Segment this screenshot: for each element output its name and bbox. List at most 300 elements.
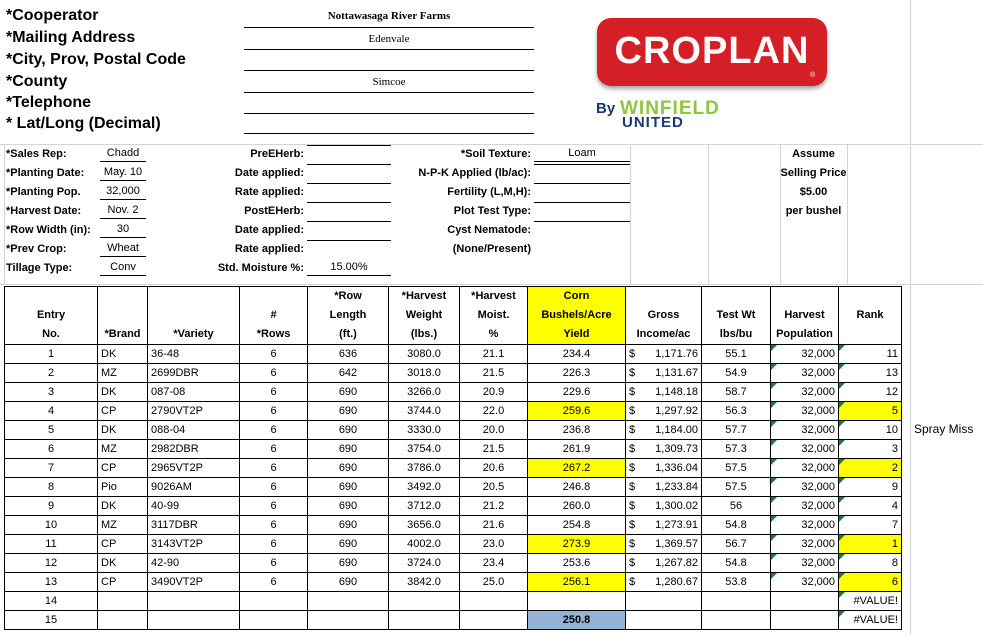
tillage-label: Tillage Type: <box>6 262 73 274</box>
brand-cell[interactable] <box>98 592 148 611</box>
gross-value: 1,131.67 <box>655 367 698 379</box>
pop-cell[interactable] <box>771 611 839 630</box>
currency-symbol: $ <box>629 481 636 493</box>
entry-no-cell[interactable]: 9 <box>5 497 98 516</box>
weight-cell[interactable] <box>389 611 460 630</box>
rows-cell[interactable]: 6 <box>240 516 308 535</box>
length-cell[interactable]: 690 <box>308 383 389 402</box>
logo-united: UNITED <box>622 114 684 131</box>
length-header-3: (ft.) <box>308 325 389 345</box>
rank-cell[interactable]: 2 <box>839 459 902 478</box>
header-row-2 <box>5 306 902 325</box>
variety-cell[interactable]: 36-48 <box>148 345 240 364</box>
gross-value: 1,280.67 <box>655 576 698 588</box>
post-rate-applied-value[interactable] <box>307 240 391 241</box>
yield-cell[interactable]: 234.4 <box>528 345 626 364</box>
variety-cell[interactable]: 2965VT2P <box>148 459 240 478</box>
weight-cell[interactable]: 3330.0 <box>389 421 460 440</box>
gross-value: 1,273.91 <box>655 519 698 531</box>
gross-header-1: Gross <box>626 306 702 325</box>
rank-cell[interactable]: 12 <box>839 383 902 402</box>
brand-cell[interactable] <box>98 611 148 630</box>
entry-no-cell[interactable]: 7 <box>5 459 98 478</box>
soil-texture-label: *Soil Texture: <box>460 148 531 160</box>
variety-cell[interactable]: 088-04 <box>148 421 240 440</box>
length-header-2: Length <box>308 306 389 325</box>
yield-cell[interactable]: 267.2 <box>528 459 626 478</box>
currency-symbol: $ <box>629 348 636 360</box>
weight-cell[interactable]: 3018.0 <box>389 364 460 383</box>
rows-cell[interactable]: 6 <box>240 535 308 554</box>
currency-symbol: $ <box>629 443 636 455</box>
preeherb-label: PreEHerb: <box>250 148 304 160</box>
pop-cell[interactable]: 32,000 <box>771 516 839 535</box>
moist-cell[interactable]: 20.0 <box>460 421 528 440</box>
table-row <box>5 573 902 592</box>
length-cell[interactable]: 636 <box>308 345 389 364</box>
length-cell[interactable]: 690 <box>308 402 389 421</box>
weight-header-1: *Harvest <box>389 287 460 307</box>
mailing-address-value[interactable]: Edenvale <box>368 33 410 45</box>
testwt-cell[interactable]: 57.5 <box>702 459 771 478</box>
rank-cell[interactable]: 4 <box>839 497 902 516</box>
entry-no-cell[interactable]: 2 <box>5 364 98 383</box>
harvest-date-label: *Harvest Date: <box>6 205 82 217</box>
currency-symbol: $ <box>629 424 636 436</box>
planting-pop-label: *Planting Pop. <box>6 186 81 198</box>
length-cell[interactable]: 690 <box>308 421 389 440</box>
testwt-cell[interactable]: 54.9 <box>702 364 771 383</box>
pre-rate-applied-value[interactable] <box>307 183 391 184</box>
rank-cell[interactable]: #VALUE! <box>839 611 902 630</box>
length-cell[interactable]: 690 <box>308 497 389 516</box>
length-cell[interactable]: 642 <box>308 364 389 383</box>
pop-cell[interactable]: 32,000 <box>771 459 839 478</box>
weight-cell[interactable]: 3724.0 <box>389 554 460 573</box>
table-row <box>5 364 902 383</box>
testwt-cell[interactable]: 54.8 <box>702 516 771 535</box>
moist-cell[interactable]: 25.0 <box>460 573 528 592</box>
mailing-line <box>244 49 534 50</box>
variety-cell[interactable]: 42-90 <box>148 554 240 573</box>
weight-cell[interactable]: 3744.0 <box>389 402 460 421</box>
gross-cell[interactable] <box>626 478 702 497</box>
tillage-value[interactable]: Conv <box>100 259 146 276</box>
moist-cell[interactable]: 23.4 <box>460 554 528 573</box>
currency-symbol: $ <box>629 557 636 569</box>
plot-test-label: Plot Test Type: <box>453 205 531 217</box>
variety-cell[interactable]: 9026AM <box>148 478 240 497</box>
variety-cell[interactable]: 087-08 <box>148 383 240 402</box>
county-line <box>244 92 534 93</box>
rank-header: Rank <box>839 306 902 325</box>
pop-header-2: Population <box>771 325 839 345</box>
variety-cell[interactable]: 2982DBR <box>148 440 240 459</box>
gross-cell[interactable] <box>626 345 702 364</box>
length-cell[interactable]: 690 <box>308 554 389 573</box>
weight-cell[interactable]: 3656.0 <box>389 516 460 535</box>
gross-value: 1,171.76 <box>655 348 698 360</box>
moist-cell[interactable]: 21.1 <box>460 345 528 364</box>
weight-cell[interactable]: 3492.0 <box>389 478 460 497</box>
yield-cell[interactable]: 261.9 <box>528 440 626 459</box>
testwt-header-2: lbs/bu <box>702 325 771 345</box>
rank-cell[interactable]: 9 <box>839 478 902 497</box>
testwt-cell[interactable]: 56.7 <box>702 535 771 554</box>
gross-value: 1,369.57 <box>655 538 698 550</box>
yield-cell[interactable]: 273.9 <box>528 535 626 554</box>
length-cell[interactable]: 690 <box>308 516 389 535</box>
post-date-applied-label: Date applied: <box>234 224 304 236</box>
rank-cell[interactable]: 11 <box>839 345 902 364</box>
per-bushel-label: per bushel <box>785 205 842 217</box>
mailing-address-label: *Mailing Address <box>6 29 136 46</box>
prev-crop-label: *Prev Crop: <box>6 243 67 255</box>
testwt-cell[interactable]: 56 <box>702 497 771 516</box>
posteherb-value[interactable] <box>307 202 391 203</box>
entry-no-cell[interactable]: 13 <box>5 573 98 592</box>
rows-cell[interactable]: 6 <box>240 554 308 573</box>
yield-cell[interactable] <box>528 592 626 611</box>
entry-header-1: Entry <box>5 306 98 325</box>
post-rate-applied-label: Rate applied: <box>234 243 304 255</box>
testwt-cell[interactable]: 56.3 <box>702 402 771 421</box>
brand-cell[interactable]: MZ <box>98 516 148 535</box>
weight-cell[interactable]: 3080.0 <box>389 345 460 364</box>
brand-cell[interactable]: CP <box>98 459 148 478</box>
variety-header: *Variety <box>148 325 240 345</box>
pop-cell[interactable]: 32,000 <box>771 535 839 554</box>
soil-texture-value[interactable]: Loam <box>534 145 630 162</box>
length-cell[interactable]: 690 <box>308 478 389 497</box>
weight-cell[interactable]: 3754.0 <box>389 440 460 459</box>
entry-no-cell[interactable]: 4 <box>5 402 98 421</box>
brand-cell[interactable]: MZ <box>98 364 148 383</box>
currency-symbol: $ <box>629 462 636 474</box>
gross-value: 1,267.82 <box>655 557 698 569</box>
cyst-nematode-label: Cyst Nematode: <box>447 224 531 236</box>
testwt-cell[interactable]: 57.7 <box>702 421 771 440</box>
gross-cell[interactable] <box>626 364 702 383</box>
gross-cell[interactable] <box>626 383 702 402</box>
yield-cell[interactable]: 259.6 <box>528 402 626 421</box>
entry-no-cell[interactable]: 1 <box>5 345 98 364</box>
testwt-cell[interactable]: 57.5 <box>702 478 771 497</box>
pop-cell[interactable] <box>771 592 839 611</box>
rows-header-2: *Rows <box>240 325 308 345</box>
gross-value: 1,184.00 <box>655 424 698 436</box>
trial-results-table <box>4 286 902 630</box>
rows-cell[interactable] <box>240 592 308 611</box>
gross-cell[interactable] <box>626 516 702 535</box>
brand-cell[interactable]: DK <box>98 383 148 402</box>
currency-symbol: $ <box>629 367 636 379</box>
row-width-value[interactable]: 30 <box>100 221 146 238</box>
variety-cell[interactable] <box>148 611 240 630</box>
cyst-nematode-value[interactable] <box>534 221 630 222</box>
brand-cell[interactable]: DK <box>98 345 148 364</box>
entry-no-cell[interactable]: 3 <box>5 383 98 402</box>
rows-cell[interactable]: 6 <box>240 383 308 402</box>
weight-cell[interactable]: 3786.0 <box>389 459 460 478</box>
variety-cell[interactable]: 40-99 <box>148 497 240 516</box>
table-row <box>5 535 902 554</box>
weight-header-2: Weight <box>389 306 460 325</box>
length-header-1: *Row <box>308 287 389 307</box>
sales-rep-value[interactable]: Chadd <box>100 145 146 162</box>
currency-symbol: $ <box>629 576 636 588</box>
croplan-logo <box>597 18 827 86</box>
variety-cell[interactable]: 3143VT2P <box>148 535 240 554</box>
gross-value: 1,336.04 <box>655 462 698 474</box>
moist-cell[interactable]: 23.0 <box>460 535 528 554</box>
pop-cell[interactable]: 32,000 <box>771 440 839 459</box>
pop-cell[interactable]: 32,000 <box>771 497 839 516</box>
harvest-date-value[interactable]: Nov. 2 <box>100 202 146 219</box>
table-row <box>5 516 902 535</box>
yield-cell[interactable]: 226.3 <box>528 364 626 383</box>
registered-mark: ® <box>810 72 816 79</box>
brand-cell[interactable]: DK <box>98 421 148 440</box>
entry-no-cell[interactable]: 8 <box>5 478 98 497</box>
gross-cell[interactable] <box>626 421 702 440</box>
rank-cell[interactable]: 5 <box>839 402 902 421</box>
variety-cell[interactable] <box>148 592 240 611</box>
length-cell[interactable] <box>308 611 389 630</box>
gross-header-2: Income/ac <box>626 325 702 345</box>
entry-no-cell[interactable]: 6 <box>5 440 98 459</box>
gross-cell[interactable] <box>626 592 702 611</box>
length-cell[interactable]: 690 <box>308 440 389 459</box>
length-cell[interactable]: 690 <box>308 459 389 478</box>
moist-cell[interactable]: 22.0 <box>460 402 528 421</box>
brand-cell[interactable]: CP <box>98 573 148 592</box>
assume-label: Assume <box>792 148 835 160</box>
planting-date-value[interactable]: May. 10 <box>100 164 146 181</box>
rank-cell[interactable]: 10 <box>839 421 902 440</box>
gross-cell[interactable] <box>626 573 702 592</box>
selling-price-value[interactable]: $5.00 <box>799 186 828 198</box>
pop-cell[interactable]: 32,000 <box>771 364 839 383</box>
yield-cell[interactable]: 250.8 <box>528 611 626 630</box>
weight-cell[interactable]: 3266.0 <box>389 383 460 402</box>
pop-cell[interactable]: 32,000 <box>771 402 839 421</box>
gross-value: 1,297.92 <box>655 405 698 417</box>
gross-cell[interactable] <box>626 497 702 516</box>
telephone-label: *Telephone <box>6 94 92 111</box>
rank-cell[interactable]: 8 <box>839 554 902 573</box>
croplan-wordmark: CROPLAN <box>614 30 810 72</box>
moist-cell[interactable] <box>460 611 528 630</box>
pop-cell[interactable]: 32,000 <box>771 421 839 440</box>
cooperator-label: *Cooperator <box>6 7 99 24</box>
rows-cell[interactable]: 6 <box>240 364 308 383</box>
yield-cell[interactable]: 246.8 <box>528 478 626 497</box>
table-row <box>5 459 902 478</box>
table-row <box>5 383 902 402</box>
length-cell[interactable]: 690 <box>308 573 389 592</box>
variety-cell[interactable]: 3490VT2P <box>148 573 240 592</box>
testwt-cell[interactable]: 53.8 <box>702 573 771 592</box>
gross-cell[interactable] <box>626 554 702 573</box>
rows-cell[interactable]: 6 <box>240 459 308 478</box>
header-row-3 <box>5 325 902 345</box>
variety-cell[interactable]: 2699DBR <box>148 364 240 383</box>
prev-crop-value[interactable]: Wheat <box>100 240 146 257</box>
latlong-label: * Lat/Long (Decimal) <box>6 115 161 132</box>
moist-header-1: *Harvest <box>460 287 528 307</box>
rank-cell[interactable]: 13 <box>839 364 902 383</box>
rows-cell[interactable]: 6 <box>240 345 308 364</box>
rows-cell[interactable]: 6 <box>240 402 308 421</box>
moist-cell[interactable]: 21.5 <box>460 364 528 383</box>
gross-value: 1,148.18 <box>655 386 698 398</box>
yield-header-3: Yield <box>528 325 626 345</box>
fertility-value[interactable] <box>534 183 630 184</box>
pop-cell[interactable]: 32,000 <box>771 554 839 573</box>
county-label: *County <box>6 73 68 90</box>
table-row <box>5 402 902 421</box>
table-row <box>5 440 902 459</box>
entry-no-cell[interactable]: 11 <box>5 535 98 554</box>
pre-rate-applied-label: Rate applied: <box>234 186 304 198</box>
gross-value: 1,233.84 <box>655 481 698 493</box>
brand-header: *Brand <box>98 325 148 345</box>
fertility-label: Fertility (L,M,H): <box>447 186 531 198</box>
latlong-line <box>244 133 534 134</box>
testwt-cell[interactable]: 57.3 <box>702 440 771 459</box>
brand-cell[interactable]: MZ <box>98 440 148 459</box>
yield-cell[interactable]: 253.6 <box>528 554 626 573</box>
brand-cell[interactable]: CP <box>98 535 148 554</box>
logo-by: By <box>596 100 616 117</box>
row-width-label: *Row Width (in): <box>6 224 91 236</box>
yield-header-2: Bushels/Acre <box>528 306 626 325</box>
rows-cell[interactable]: 6 <box>240 573 308 592</box>
brand-cell[interactable]: CP <box>98 402 148 421</box>
weight-header-3: (lbs.) <box>389 325 460 345</box>
gross-value: 1,309.73 <box>655 443 698 455</box>
weight-cell[interactable]: 3842.0 <box>389 573 460 592</box>
brand-cell[interactable]: Pio <box>98 478 148 497</box>
post-date-applied-value[interactable] <box>307 221 391 222</box>
brand-cell[interactable]: DK <box>98 497 148 516</box>
length-cell[interactable]: 690 <box>308 535 389 554</box>
gross-cell[interactable] <box>626 440 702 459</box>
gross-cell[interactable] <box>626 459 702 478</box>
weight-cell[interactable]: 4002.0 <box>389 535 460 554</box>
moist-cell[interactable]: 20.6 <box>460 459 528 478</box>
weight-cell[interactable] <box>389 592 460 611</box>
yield-cell[interactable]: 256.1 <box>528 573 626 592</box>
posteherb-label: PostEHerb: <box>244 205 304 217</box>
city-prov-label: *City, Prov, Postal Code <box>6 51 186 68</box>
table-row <box>5 421 902 440</box>
table-row <box>5 611 902 630</box>
moist-cell[interactable]: 21.2 <box>460 497 528 516</box>
pop-cell[interactable]: 32,000 <box>771 383 839 402</box>
npk-label: N-P-K Applied (lb/ac): <box>418 167 531 179</box>
rows-cell[interactable]: 6 <box>240 497 308 516</box>
table-row <box>5 592 902 611</box>
testwt-cell[interactable] <box>702 592 771 611</box>
city-line <box>244 70 534 71</box>
testwt-cell[interactable]: 54.8 <box>702 554 771 573</box>
rows-cell[interactable]: 6 <box>240 421 308 440</box>
rows-header-1: # <box>240 306 308 325</box>
testwt-cell[interactable] <box>702 611 771 630</box>
plot-test-value[interactable] <box>534 202 630 203</box>
gross-value: 1,300.02 <box>655 500 698 512</box>
rank-cell[interactable]: 7 <box>839 516 902 535</box>
pop-header-1: Harvest <box>771 306 839 325</box>
currency-symbol: $ <box>629 500 636 512</box>
currency-symbol: $ <box>629 519 636 531</box>
gross-cell[interactable] <box>626 402 702 421</box>
pop-cell[interactable]: 32,000 <box>771 478 839 497</box>
testwt-cell[interactable]: 58.7 <box>702 383 771 402</box>
moist-cell[interactable] <box>460 592 528 611</box>
rows-cell[interactable]: 6 <box>240 440 308 459</box>
entry-no-cell[interactable]: 14 <box>5 592 98 611</box>
gross-cell[interactable] <box>626 611 702 630</box>
county-value[interactable]: Simcoe <box>372 76 406 88</box>
cyst-options: (None/Present) <box>452 243 531 255</box>
variety-cell[interactable]: 2790VT2P <box>148 402 240 421</box>
entry-no-cell[interactable]: 10 <box>5 516 98 535</box>
header-row-1 <box>5 287 902 307</box>
moist-cell[interactable]: 20.9 <box>460 383 528 402</box>
moist-cell[interactable]: 21.6 <box>460 516 528 535</box>
length-cell[interactable] <box>308 592 389 611</box>
table-row <box>5 554 902 573</box>
pre-date-applied-value[interactable] <box>307 164 391 165</box>
rows-cell[interactable]: 6 <box>240 478 308 497</box>
yield-cell[interactable]: 229.6 <box>528 383 626 402</box>
yield-cell[interactable]: 260.0 <box>528 497 626 516</box>
currency-symbol: $ <box>629 386 636 398</box>
pop-cell[interactable]: 32,000 <box>771 573 839 592</box>
entry-header-2: No. <box>5 325 98 345</box>
pop-cell[interactable]: 32,000 <box>771 345 839 364</box>
currency-symbol: $ <box>629 405 636 417</box>
testwt-cell[interactable]: 55.1 <box>702 345 771 364</box>
testwt-header-1: Test Wt <box>702 306 771 325</box>
entry-no-cell[interactable]: 15 <box>5 611 98 630</box>
cooperator-value[interactable]: Nottawasaga River Farms <box>327 10 451 22</box>
preeherb-value[interactable] <box>307 145 391 146</box>
variety-cell[interactable]: 3117DBR <box>148 516 240 535</box>
rank-cell[interactable]: 3 <box>839 440 902 459</box>
std-moisture-value[interactable]: 15.00% <box>307 259 391 276</box>
gross-cell[interactable] <box>626 535 702 554</box>
rank-cell[interactable]: 1 <box>839 535 902 554</box>
yield-cell[interactable]: 236.8 <box>528 421 626 440</box>
rows-cell[interactable] <box>240 611 308 630</box>
moist-cell[interactable]: 20.5 <box>460 478 528 497</box>
moist-header-3: % <box>460 325 528 345</box>
rank-cell[interactable]: #VALUE! <box>839 592 902 611</box>
planting-pop-value[interactable]: 32,000 <box>100 183 146 200</box>
npk-value[interactable] <box>534 164 630 165</box>
entry-no-cell[interactable]: 12 <box>5 554 98 573</box>
brand-cell[interactable]: DK <box>98 554 148 573</box>
rank-cell[interactable]: 6 <box>839 573 902 592</box>
yield-cell[interactable]: 254.8 <box>528 516 626 535</box>
weight-cell[interactable]: 3712.0 <box>389 497 460 516</box>
entry-no-cell[interactable]: 5 <box>5 421 98 440</box>
moist-cell[interactable]: 21.5 <box>460 440 528 459</box>
